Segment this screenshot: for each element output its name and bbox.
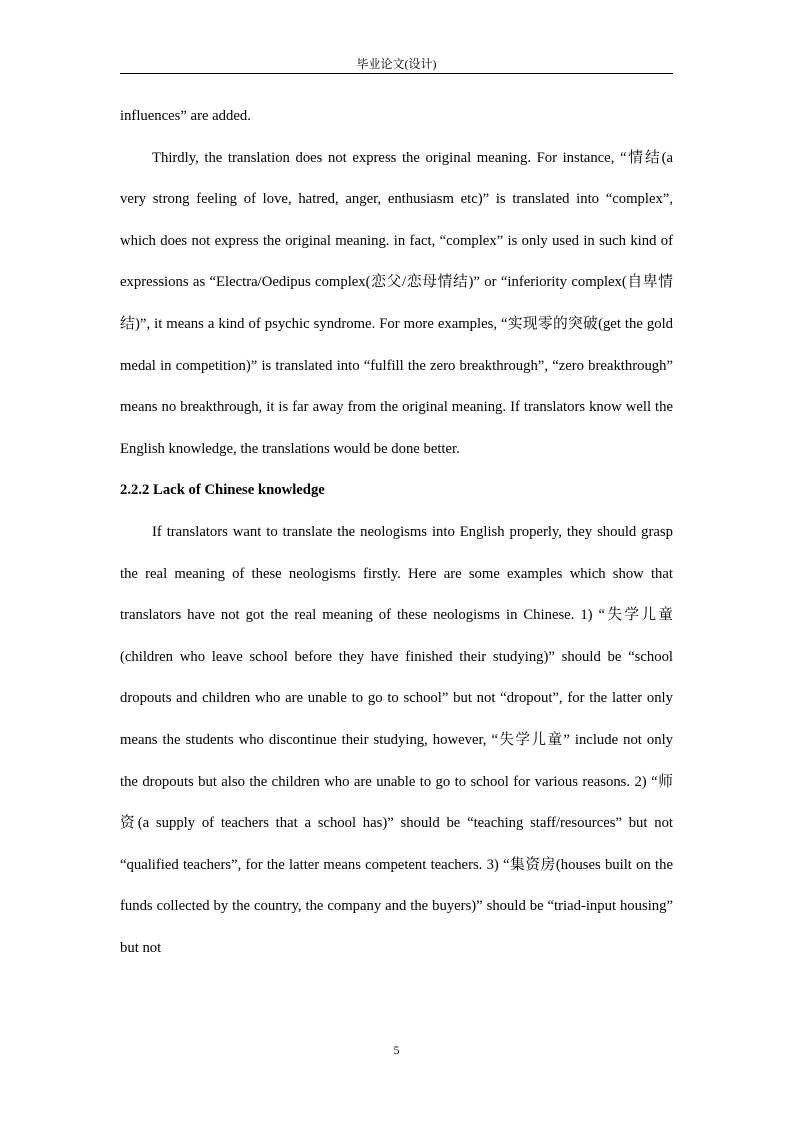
page-header-title: 毕业论文(设计) bbox=[356, 57, 437, 71]
section-heading: 2.2.2 Lack of Chinese knowledge bbox=[120, 482, 325, 499]
paragraph-continuation: influences” are added. bbox=[120, 108, 251, 124]
document-body bbox=[120, 96, 673, 969]
paragraph-chinese-knowledge: If translators want to translate the neologisms into English properly, they should grasp the real meaning of these neologisms firstly. Here are some examples which show that translators have not got the real meaning of these neologisms in Chinese. 1) “失学儿童(children who leave school before they have finished their studying)” should be “school dropouts and children who are unable to go to school” but not “dropout”, for the latter only means the students who discontinue their studying, however, “失学儿童” include not only the dropouts but also the children who are unable to go to school for various reasons. 2) “师资(a supply of teachers that a school has)” should be “teaching staff/resources” but not “qualified teachers”, for the latter means competent teachers. 3) “集资房(houses built on the funds collected by the country, the company and the buyers)” should be “triad-input housing” but not bbox=[120, 523, 673, 956]
page-number: 5 bbox=[393, 1043, 400, 1057]
header-divider bbox=[120, 73, 673, 74]
paragraph-thirdly: Thirdly, the translation does not express the original meaning. For instance, “情结(a very strong feeling of love, hatred, anger, enthusiasm etc)” is translated into “complex”, which does not express the original meaning. in fact, “complex” is only used in such kind of expressions as “Electra/Oedipus complex(恋父/恋母情结)” or “inferiority complex(自卑情结)”, it means a kind of psychic syndrome. For more examples, “实现零的突破(get the gold medal in competition)” is translated into “fulfill the zero breakthrough”, “zero breakthrough” means no breakthrough, it is far away from the original meaning. If translators know well the English knowledge, the translations would be done better. bbox=[120, 149, 673, 457]
